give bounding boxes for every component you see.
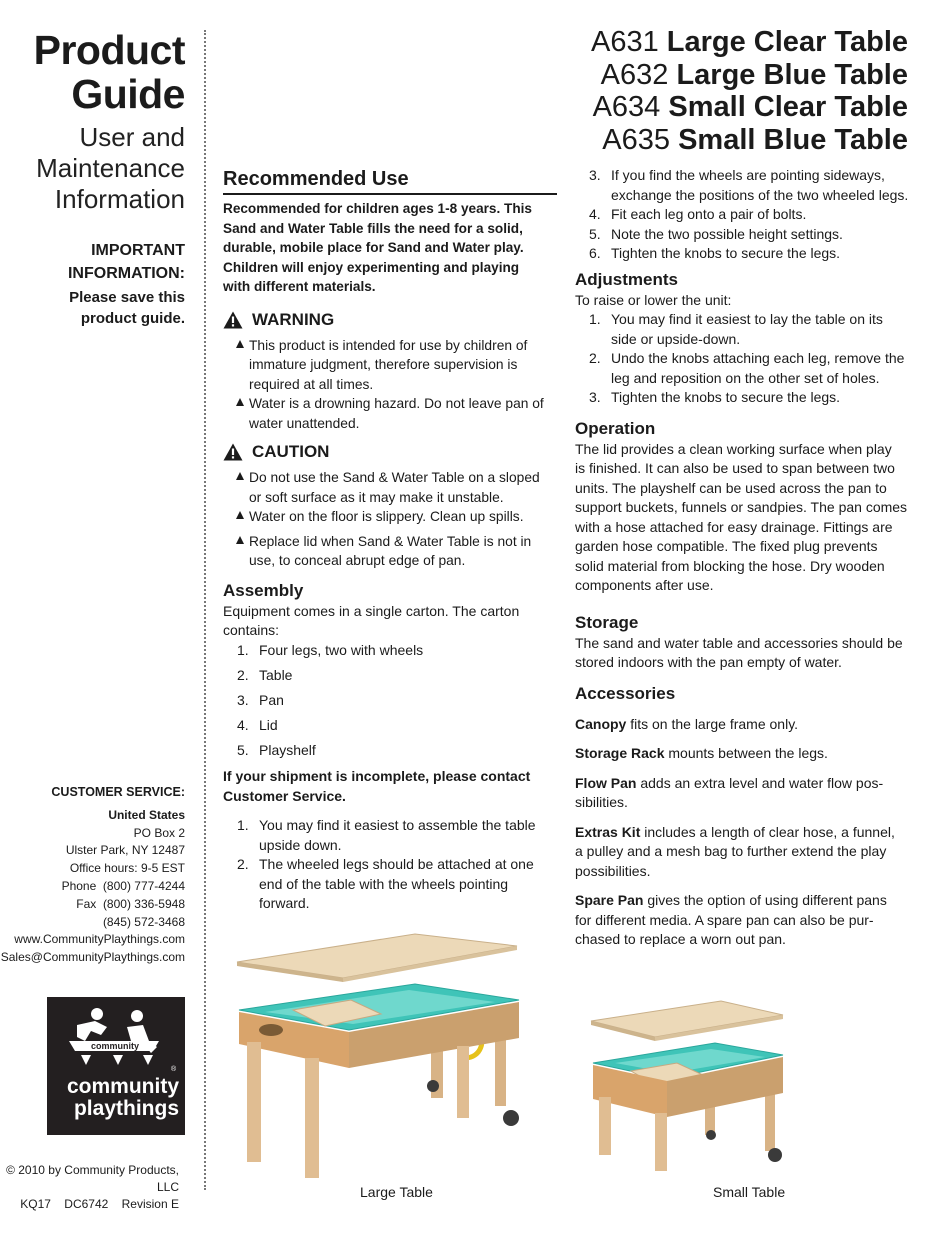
text-line: Customer Service. — [223, 787, 346, 804]
model-code: A632 — [600, 58, 669, 91]
model-line — [591, 26, 908, 59]
cs-fax: Fax (800) 336-5948 — [76, 896, 185, 911]
list-number: 3. — [589, 167, 601, 183]
cs-country: United States — [108, 807, 185, 822]
model-code: A631 — [590, 26, 659, 58]
list-number: 2. — [237, 666, 249, 683]
assembly-intro: Equipment comes in a single carton. The carton — [223, 602, 520, 619]
caution-item — [223, 532, 557, 571]
list-item-text: Four legs, two with wheels — [259, 641, 424, 658]
text-line: Do not use the Sand & Water Table on a sloped — [249, 470, 540, 485]
text-line: If your shipment is incomplete, please contact — [223, 768, 531, 784]
list-item — [575, 205, 910, 225]
text-line: components after use. — [575, 577, 714, 593]
text-line: water unattended. — [249, 415, 360, 431]
sidebar — [0, 28, 185, 329]
important-note — [0, 287, 185, 329]
text-line: The wheeled legs should be attached at one — [259, 856, 534, 872]
text-line: use, to conceal abrupt edge of pan. — [249, 553, 466, 568]
accessory-item — [575, 715, 910, 735]
cs-phone: Phone (800) 777-4244 — [61, 878, 185, 893]
text-line: forward. — [259, 895, 310, 911]
caution-label: CAUTION — [252, 442, 330, 462]
storage-heading: Storage — [575, 612, 639, 632]
cs-website-link[interactable]: www.CommunityPlaythings.com — [14, 932, 185, 947]
warning-label: WARNING — [252, 309, 335, 329]
accessory-item — [575, 744, 910, 764]
important-note-line1: Please save this — [69, 289, 185, 306]
model-name: Large Blue Table — [676, 58, 908, 91]
text-line: with different materials. — [223, 279, 376, 294]
list-item — [223, 855, 557, 914]
text-line: leg and reposition on the other set of holes. — [611, 369, 880, 386]
model-line — [591, 91, 908, 124]
recommended-use-heading: Recommended Use — [223, 166, 557, 195]
important-heading — [0, 239, 185, 285]
accessory-item — [575, 774, 910, 813]
list-number: 2. — [589, 350, 601, 366]
text-line: immature judgment, therefore supervision is — [249, 357, 518, 372]
text-line: Water on the floor is slippery. Clean up spills. — [249, 509, 524, 524]
model-line — [591, 59, 908, 92]
guide-title — [0, 28, 185, 116]
warning-item — [223, 336, 557, 395]
text-line: You may find it easiest to lay the table on its — [611, 311, 883, 327]
model-name: Small Blue Table — [678, 123, 908, 156]
assembly-steps-continued — [575, 166, 910, 264]
small-table-caption: Small Table — [713, 1184, 786, 1200]
accessory-item — [575, 823, 910, 882]
customer-service-heading: CUSTOMER SERVICE: — [51, 785, 185, 799]
list-item — [223, 641, 557, 661]
warning-heading — [223, 309, 557, 331]
list-number: 2. — [237, 856, 249, 872]
cs-email-link[interactable]: Sales@CommunityPlaythings.com — [0, 950, 185, 965]
text-line: Children will enjoy experimenting and playing — [223, 259, 520, 275]
assembly-heading: Assembly — [223, 580, 304, 600]
accessory-desc: for different media. A spare pan can also be pur- — [575, 911, 874, 928]
recommended-use-text — [223, 199, 557, 297]
logo-text-line1: community — [66, 1075, 179, 1098]
footer-copyright — [0, 1162, 179, 1213]
bullet-triangle-icon — [236, 340, 244, 348]
large-table-caption: Large Table — [360, 1184, 433, 1200]
incomplete-shipment-note — [223, 767, 557, 806]
list-item-text: Playshelf — [259, 741, 316, 758]
list-item — [223, 666, 557, 686]
list-number: 3. — [589, 389, 601, 405]
guide-title-line2: Guide — [71, 71, 185, 117]
cs-phone-alt: (845) 572-3468 — [102, 914, 185, 929]
list-number: 5. — [237, 741, 249, 758]
caution-triangle-icon — [223, 443, 243, 461]
model-titles — [591, 26, 908, 156]
list-item — [575, 244, 910, 264]
text-line: Water is a drowning hazard. Do not leave pan of — [249, 396, 544, 411]
list-item — [223, 741, 557, 761]
storage-text — [575, 634, 910, 673]
guide-subtitle — [0, 122, 185, 215]
model-code: A634 — [592, 91, 661, 123]
important-note-line2: product guide. — [80, 310, 185, 327]
list-item — [575, 310, 910, 349]
community-playthings-logo — [47, 997, 185, 1135]
text-line: or soft surface as it may make it unstable. — [249, 489, 504, 505]
dotted-divider — [204, 30, 206, 1190]
middle-column — [223, 166, 557, 914]
assembly-steps-list — [223, 816, 557, 914]
accessory-desc: gives the option of using different pans — [643, 892, 887, 908]
text-line: This product is intended for use by children of — [249, 337, 528, 353]
text-line: with a hose attached for easy drainage. Fittings are — [575, 518, 893, 535]
text-line: The sand and water table and accessories should be — [575, 634, 903, 651]
adjustments-heading: Adjustments — [575, 269, 678, 289]
accessory-name: Flow Pan — [575, 774, 637, 791]
list-item — [575, 166, 910, 205]
accessories-heading: Accessories — [575, 683, 676, 703]
accessory-desc: mounts between the legs. — [664, 745, 828, 761]
accessories-list — [575, 715, 910, 950]
logo-text-line2: playthings — [73, 1097, 179, 1120]
model-name: Small Clear Table — [668, 91, 908, 123]
text-line: required at all times. — [249, 376, 374, 392]
text-line: Undo the knobs attaching each leg, remove the — [611, 350, 905, 366]
customer-service — [0, 784, 185, 967]
accessory-item — [575, 891, 910, 950]
warning-triangle-icon — [223, 311, 243, 329]
list-item — [223, 691, 557, 711]
adjustments-steps-list — [575, 310, 910, 408]
accessory-name: Spare Pan — [575, 892, 644, 908]
cs-hours: Office hours: 9-5 EST — [69, 861, 185, 876]
bullet-triangle-icon — [236, 398, 244, 406]
accessory-desc: sibilities. — [575, 794, 628, 810]
bullet-triangle-icon — [236, 536, 244, 544]
important-line1: IMPORTANT — [91, 242, 185, 259]
text-line: exchange the positions of the two wheeled legs. — [611, 186, 909, 203]
accessory-desc: includes a length of clear hose, a funnel, — [640, 823, 895, 840]
cs-city: Ulster Park, NY 12487 — [65, 843, 185, 858]
subtitle-line1: User and — [79, 122, 185, 152]
accessory-desc: adds an extra level and water flow pos- — [636, 774, 884, 791]
text-line: Note the two possible height settings. — [611, 225, 843, 242]
small-table-illustration — [575, 995, 790, 1175]
text-line: You may find it easiest to assemble the table — [259, 817, 536, 833]
cs-address: PO Box 2 — [133, 825, 185, 840]
accessory-name: Canopy — [575, 715, 627, 732]
list-number: 4. — [589, 206, 601, 222]
text-line: solid material from blocking the hose. Dry wooden — [575, 557, 885, 574]
accessory-desc: possibilities. — [575, 862, 651, 879]
accessory-desc: a pulley and a mesh bag to further extend the play — [575, 843, 887, 859]
text-line: stored indoors with the pan empty of water. — [575, 654, 842, 670]
bullet-triangle-icon — [236, 472, 244, 480]
list-item — [575, 225, 910, 245]
caution-item — [223, 468, 557, 507]
list-number: 1. — [237, 641, 249, 658]
text-line: Sand and Water Table fills the need for a solid, — [223, 220, 523, 236]
text-line: durable, mobile place for Sand and Water play. — [223, 240, 524, 255]
text-line: Recommended for children ages 1-8 years. This — [223, 201, 532, 216]
model-name: Large Clear Table — [666, 26, 908, 58]
subtitle-line3: Information — [54, 184, 185, 214]
text-line: Tighten the knobs to secure the legs. — [611, 245, 841, 261]
operation-text — [575, 440, 910, 596]
list-item — [223, 816, 557, 855]
list-number: 1. — [237, 817, 249, 833]
text-line: garden hose compatible. The fixed plug prevents — [575, 538, 878, 554]
accessory-desc: fits on the large frame only. — [626, 715, 799, 732]
text-line: Fit each leg onto a pair of bolts. — [611, 206, 807, 222]
text-line: end of the table with the wheels pointing — [259, 875, 509, 892]
text-line: The lid provides a clean working surface when play — [575, 440, 892, 457]
text-line: side or upside-down. — [611, 330, 741, 347]
accessory-name: Storage Rack — [575, 745, 665, 761]
assembly-intro: contains: — [223, 622, 280, 638]
list-item-text: Table — [259, 666, 293, 683]
guide-title-line1: Product — [33, 27, 185, 73]
important-line2: INFORMATION: — [67, 265, 185, 282]
logo-registered-mark: ® — [171, 1066, 177, 1073]
right-column — [575, 166, 910, 950]
list-item-text: Pan — [259, 691, 284, 708]
list-number: 1. — [589, 311, 601, 327]
list-number: 5. — [589, 225, 601, 242]
list-item — [223, 716, 557, 736]
accessory-name: Extras Kit — [575, 823, 641, 840]
accessory-desc: chased to replace a worn out pan. — [575, 931, 786, 947]
caution-heading — [223, 441, 557, 463]
list-item-text: Lid — [259, 716, 278, 733]
list-number: 4. — [237, 716, 249, 733]
assembly-contents-list — [223, 641, 557, 761]
text-line: Replace lid when Sand & Water Table is not in — [249, 533, 532, 549]
text-line: upside down. — [259, 836, 342, 853]
list-number: 3. — [237, 691, 249, 708]
large-table-illustration — [225, 928, 525, 1180]
copyright-text: © 2010 by Community Products, LLC — [6, 1163, 179, 1194]
list-number: 6. — [589, 245, 601, 261]
text-line: support buckets, funnels or sandpies. The pan comes — [575, 499, 908, 515]
operation-heading: Operation — [575, 418, 656, 438]
text-line: units. The playshelf can be used across the pan to — [575, 479, 887, 496]
revision-codes: KQ17 DC6742 Revision E — [20, 1197, 179, 1211]
text-line: Tighten the knobs to secure the legs. — [611, 389, 841, 405]
model-code: A635 — [602, 123, 671, 156]
warning-item — [223, 394, 557, 433]
subtitle-line2: Maintenance — [36, 153, 185, 183]
list-item — [575, 349, 910, 388]
logo-badge-text: community — [90, 1041, 140, 1051]
adjustments-intro: To raise or lower the unit: — [575, 291, 732, 308]
list-item — [575, 388, 910, 408]
caution-item — [223, 507, 557, 527]
bullet-triangle-icon — [236, 511, 244, 519]
text-line: is finished. It can also be used to span between two — [575, 460, 895, 476]
text-line: If you find the wheels are pointing sideways, — [611, 167, 885, 183]
model-line — [591, 124, 908, 157]
